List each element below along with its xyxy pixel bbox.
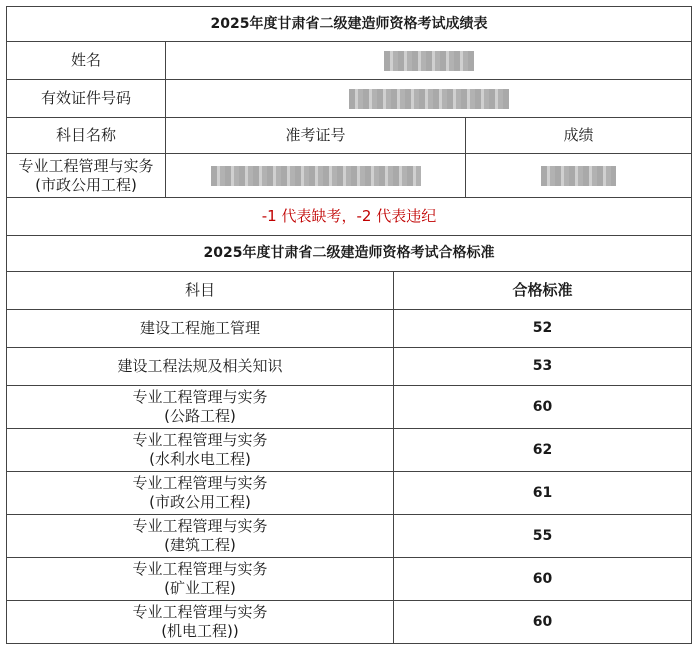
standard-score: 60 xyxy=(393,386,691,428)
name-value-redacted xyxy=(165,42,691,79)
standard-subject-line1: 建设工程施工管理 xyxy=(139,319,260,337)
subject-header-row xyxy=(6,118,692,154)
standard-subject-line2: (市政公用工程) xyxy=(149,493,251,511)
note-row xyxy=(6,198,692,236)
standard-subject xyxy=(7,429,393,471)
score-table-title: 2025年度甘肃省二级建造师资格考试成绩表 xyxy=(210,15,488,32)
ticket-header: 准考证号 xyxy=(165,118,465,153)
standard-score-header: 合格标准 xyxy=(393,272,691,309)
standard-row xyxy=(6,601,692,644)
standard-subject xyxy=(7,601,393,643)
standard-row xyxy=(6,558,692,601)
standard-score: 52 xyxy=(393,310,691,347)
redaction-mask xyxy=(349,89,509,109)
redaction-mask xyxy=(211,166,421,186)
subject-name-line1: 专业工程管理与实务 xyxy=(18,156,154,175)
standard-title-row xyxy=(6,236,692,272)
standard-subject-line1: 专业工程管理与实务 xyxy=(132,560,268,578)
standard-subject-line1: 专业工程管理与实务 xyxy=(132,388,268,406)
standard-subject-line2: (机电工程)) xyxy=(161,622,239,640)
standard-subject-line1: 建设工程法规及相关知识 xyxy=(117,357,283,375)
standard-score: 61 xyxy=(393,472,691,514)
subject-header: 科目名称 xyxy=(55,126,116,144)
absence-note: -1 代表缺考，-2 代表违纪 xyxy=(261,207,437,225)
standard-score: 62 xyxy=(393,429,691,471)
standard-subject xyxy=(7,386,393,428)
ticket-value-redacted xyxy=(165,154,465,197)
subject-name-line2: (市政公用工程) xyxy=(35,175,137,194)
standard-subject-line1: 专业工程管理与实务 xyxy=(132,431,268,449)
standard-subject xyxy=(7,348,393,385)
standard-row xyxy=(6,472,692,515)
standard-subject-header: 科目 xyxy=(184,281,215,299)
standard-score: 55 xyxy=(393,515,691,557)
standard-score: 60 xyxy=(393,558,691,600)
subject-name xyxy=(7,154,165,197)
score-sheet xyxy=(6,6,692,644)
standard-subject xyxy=(7,558,393,600)
standard-score: 53 xyxy=(393,348,691,385)
score-table-title-row xyxy=(6,6,692,42)
standard-subject-line2: (水利水电工程) xyxy=(149,450,251,468)
standard-subject-line1: 专业工程管理与实务 xyxy=(132,603,268,621)
standard-row xyxy=(6,386,692,429)
redaction-mask xyxy=(384,51,474,71)
score-value-redacted xyxy=(465,154,691,197)
name-label: 姓名 xyxy=(70,51,101,69)
standard-subject xyxy=(7,515,393,557)
score-header: 成绩 xyxy=(465,118,691,153)
standard-row xyxy=(6,429,692,472)
id-value-redacted xyxy=(165,80,691,117)
standard-subject xyxy=(7,472,393,514)
standard-subject xyxy=(7,310,393,347)
standard-table-title: 2025年度甘肃省二级建造师资格考试合格标准 xyxy=(203,245,495,261)
standard-subject-line2: (公路工程) xyxy=(164,407,236,425)
standard-subject-line2: (建筑工程) xyxy=(164,536,236,554)
standard-row xyxy=(6,515,692,558)
standard-subject-line1: 专业工程管理与实务 xyxy=(132,517,268,535)
standard-score: 60 xyxy=(393,601,691,643)
id-row xyxy=(6,80,692,118)
name-row xyxy=(6,42,692,80)
standard-header-row xyxy=(6,272,692,310)
id-label: 有效证件号码 xyxy=(40,89,131,107)
redaction-mask xyxy=(541,166,616,186)
standard-row xyxy=(6,310,692,348)
standard-subject-line1: 专业工程管理与实务 xyxy=(132,474,268,492)
standard-subject-line2: (矿业工程) xyxy=(164,579,236,597)
standard-row xyxy=(6,348,692,386)
subject-row xyxy=(6,154,692,198)
